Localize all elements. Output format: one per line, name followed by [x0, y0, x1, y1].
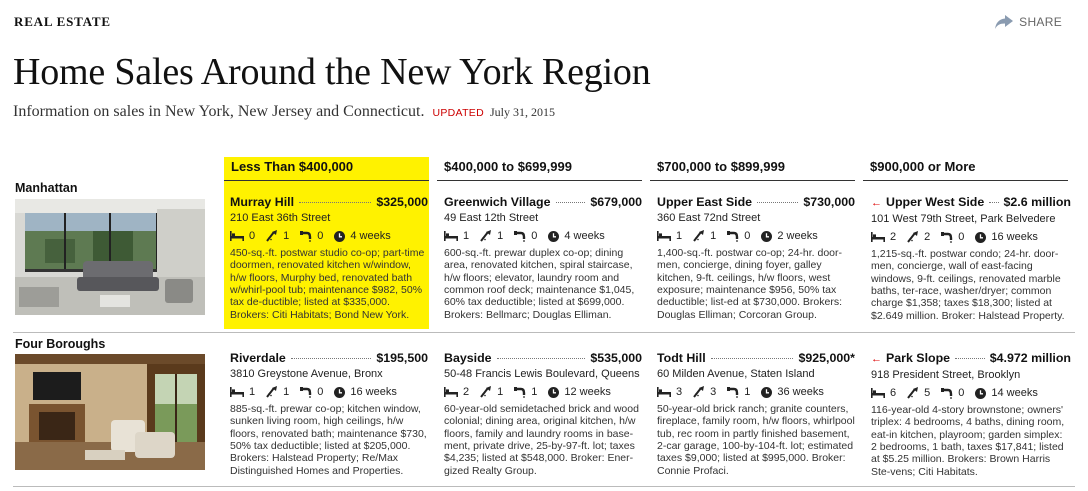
listing-description: 60-year-old semidetached brick and wood colonial; dining area, original kitchen, h/w floors, family and laundry rooms in base-ment, private drive, 25-by-97-ft. lot; taxes $4,235; listed at $548,000. Broker: Ener-gized Realty Group.	[444, 402, 639, 477]
half-baths-count: 0	[531, 230, 538, 243]
manhattan-photo	[15, 199, 205, 315]
faucet-icon	[727, 386, 739, 398]
faucet-icon	[941, 231, 953, 243]
listing-card[interactable]	[657, 352, 855, 477]
listing-price: $2.6 million	[1003, 195, 1071, 209]
listing-price: $730,000	[803, 195, 855, 209]
time-on-market: 4 weeks	[564, 230, 605, 243]
listing-name: Upper West Side	[886, 195, 985, 209]
bed-icon	[657, 387, 671, 397]
baths-count: 1	[497, 386, 504, 399]
baths-count: 3	[710, 386, 717, 399]
beds-count: 2	[463, 386, 470, 399]
column-header-900k-plus: $900,000 or More	[870, 159, 976, 174]
clock-icon	[548, 231, 559, 242]
bed-icon	[871, 232, 885, 242]
clock-icon	[761, 231, 772, 242]
listing-description: 50-year-old brick ranch; granite counters, fireplace, family room, h/w floors, whirlpool tub, rec room in partly finished basement, 2-car garage, 100-by-104-ft. lot; estimated taxes $9,000; listed at $995,000. Broker: Connie Profaci.	[657, 402, 855, 477]
leader-dots	[711, 358, 794, 359]
section-label[interactable]: REAL ESTATE	[14, 14, 111, 29]
bed-icon	[657, 231, 671, 241]
beds-count: 1	[249, 386, 256, 399]
time-on-market: 2 weeks	[777, 230, 818, 243]
listing-price: $679,000	[590, 195, 642, 209]
bed-icon	[230, 231, 244, 241]
clock-icon	[334, 231, 345, 242]
listing-address: 101 West 79th Street, Park Belvedere	[871, 212, 1056, 225]
leader-dots	[955, 358, 985, 359]
faucet-icon	[514, 230, 526, 242]
beds-count: 1	[676, 230, 683, 243]
listing-address: 918 President Street, Brooklyn	[871, 368, 1021, 381]
listing-card[interactable]	[444, 196, 642, 321]
leader-dots	[299, 202, 371, 203]
listing-card[interactable]	[657, 196, 855, 321]
shower-icon	[693, 386, 705, 398]
shower-icon	[693, 230, 705, 242]
leader-dots	[757, 202, 798, 203]
listing-stats	[657, 386, 855, 399]
listing-stats	[871, 387, 1071, 400]
row-divider	[13, 486, 1075, 487]
shower-icon	[266, 230, 278, 242]
listing-description: 1,215-sq.-ft. postwar condo; 24-hr. door-men, concierge, wall of east-facing windows, 9-ft. ceilings, renovated marble baths, ter-race, washer/dryer; common charge $1,358; taxes $18,300; listed at $2.649 million. Broker: Halstead Property.	[871, 247, 1065, 322]
listing-price: $195,500	[376, 351, 428, 365]
column-rule	[224, 180, 429, 181]
time-on-market: 14 weeks	[991, 387, 1038, 400]
left-arrow-icon: ←	[871, 353, 882, 365]
listing-card[interactable]	[444, 352, 642, 477]
listing-stats	[444, 230, 642, 243]
listing-address: 210 East 36th Street	[230, 211, 331, 224]
clock-icon	[334, 387, 345, 398]
listing-address: 49 East 12th Street	[444, 211, 539, 224]
listing-name: Greenwich Village	[444, 195, 551, 209]
listing-address: 360 East 72nd Street	[657, 211, 761, 224]
column-header-400k-700k: $400,000 to $699,999	[444, 159, 572, 174]
half-baths-count: 1	[744, 386, 751, 399]
listing-price: $535,000	[590, 351, 642, 365]
half-baths-count: 1	[531, 386, 538, 399]
time-on-market: 12 weeks	[564, 386, 611, 399]
time-on-market: 4 weeks	[350, 230, 391, 243]
region-label: Four Boroughs	[15, 337, 106, 351]
listing-description: 450-sq.-ft. postwar studio co-op; part-time doormen, renovated kitchen w/window, h/w floors, Murphy bed, renovated bath w/whirl-pool tub; maintenance $982, 50% tax de-ductible; listed at $335,000. Brokers: Citi Habitats; Bond New York.	[230, 246, 425, 321]
time-on-market: 16 weeks	[350, 386, 397, 399]
half-baths-count: 0	[317, 230, 324, 243]
share-label: SHARE	[1019, 15, 1062, 29]
listing-stats	[871, 231, 1071, 244]
faucet-icon	[300, 230, 312, 242]
time-on-market: 16 weeks	[991, 231, 1038, 244]
listing-stats	[444, 386, 642, 399]
column-rule	[863, 180, 1068, 181]
listing-stats	[657, 230, 855, 243]
baths-count: 2	[924, 231, 931, 244]
column-header-under-400k: Less Than $400,000	[231, 159, 354, 174]
listing-stats	[230, 386, 428, 399]
shower-icon	[907, 231, 919, 243]
bed-icon	[230, 387, 244, 397]
bed-icon	[444, 231, 458, 241]
bed-icon	[444, 387, 458, 397]
beds-count: 6	[890, 387, 897, 400]
baths-count: 1	[283, 386, 290, 399]
row-divider	[13, 332, 1075, 333]
half-baths-count: 0	[958, 231, 965, 244]
region-label: Manhattan	[15, 181, 78, 195]
listing-description: 1,400-sq.-ft. postwar co-op; 24-hr. door-men, concierge, dining foyer, galley kitchen, 9-ft. ceilings, h/w floors, west exposure; maintenance $956, 50% tax deductible; list-ed at $730,000. Brokers: Douglas Elliman; Corcoran Group.	[657, 246, 843, 321]
baths-count: 1	[283, 230, 290, 243]
baths-count: 5	[924, 387, 931, 400]
listing-price: $4.972 million	[989, 351, 1071, 365]
clock-icon	[975, 232, 986, 243]
listing-card[interactable]	[230, 196, 428, 321]
listing-description: 885-sq.-ft. prewar co-op; kitchen window, sunken living room, high ceilings, h/w floors, renovated bath; maintenance $730, 50% tax deductible; listed at $205,000. Brokers: Halstead Property; Re/Max Distinguished Homes and Properties.	[230, 402, 427, 477]
column-header-700k-900k: $700,000 to $899,999	[657, 159, 785, 174]
bed-icon	[871, 388, 885, 398]
leader-dots	[291, 358, 372, 359]
faucet-icon	[514, 386, 526, 398]
faucet-icon	[300, 386, 312, 398]
listing-card[interactable]	[871, 196, 1071, 322]
page-title: Home Sales Around the New York Region	[13, 51, 651, 93]
listing-name: Upper East Side	[657, 195, 753, 209]
listing-name: Murray Hill	[230, 195, 295, 209]
column-rule	[650, 180, 855, 181]
shower-icon	[480, 386, 492, 398]
four-boroughs-photo	[15, 354, 205, 470]
half-baths-count: 0	[744, 230, 751, 243]
leader-dots	[556, 202, 586, 203]
listing-name: Todt Hill	[657, 351, 706, 365]
listing-price: $925,000*	[798, 351, 855, 365]
listing-address: 60 Milden Avenue, Staten Island	[657, 367, 815, 380]
beds-count: 2	[890, 231, 897, 244]
faucet-icon	[941, 387, 953, 399]
updated-date: July 31, 2015	[489, 105, 555, 119]
listing-card[interactable]	[871, 352, 1071, 478]
listing-address: 50-48 Francis Lewis Boulevard, Queens	[444, 367, 640, 380]
beds-count: 3	[676, 386, 683, 399]
subhead-text: Information on sales in New York, New Jersey and Connecticut.	[13, 103, 425, 120]
clock-icon	[761, 387, 772, 398]
beds-count: 1	[463, 230, 470, 243]
share-button[interactable]	[995, 15, 1062, 29]
updated-label: UPDATED	[432, 107, 484, 119]
baths-count: 1	[710, 230, 717, 243]
baths-count: 1	[497, 230, 504, 243]
beds-count: 0	[249, 230, 256, 243]
half-baths-count: 0	[317, 386, 324, 399]
listing-card[interactable]	[230, 352, 428, 477]
half-baths-count: 0	[958, 387, 965, 400]
shower-icon	[907, 387, 919, 399]
clock-icon	[975, 388, 986, 399]
shower-icon	[266, 386, 278, 398]
faucet-icon	[727, 230, 739, 242]
clock-icon	[548, 387, 559, 398]
listing-name: Riverdale	[230, 351, 286, 365]
leader-dots	[989, 202, 998, 203]
listing-stats	[230, 230, 428, 243]
time-on-market: 36 weeks	[777, 386, 824, 399]
listing-description: 600-sq.-ft. prewar duplex co-op; dining area, renovated kitchen, spiral staircase, h/w floors; elevator, laundry room and common roof deck; maintenance $1,045, 60% tax deductible; listed at $699,000. Brokers: Bellmarc; Douglas Elliman.	[444, 246, 635, 321]
listing-name: Bayside	[444, 351, 492, 365]
leader-dots	[497, 358, 586, 359]
subhead	[13, 103, 555, 121]
listing-address: 3810 Greystone Avenue, Bronx	[230, 367, 383, 380]
left-arrow-icon: ←	[871, 197, 882, 209]
share-arrow-icon	[995, 15, 1013, 29]
listing-description: 116-year-old 4-story brownstone; owners' triplex: 4 bedrooms, 4 baths, dining room, eat-in kitchen, playroom; garden simplex: 2 bedrooms, 1 bath, taxes $17,841; listed at $5.25 million. Brokers: Brown Harris Ste-vens; Citi Habitats.	[871, 403, 1065, 478]
listing-price: $325,000	[376, 195, 428, 209]
listing-name: Park Slope	[886, 351, 951, 365]
shower-icon	[480, 230, 492, 242]
column-rule	[437, 180, 642, 181]
